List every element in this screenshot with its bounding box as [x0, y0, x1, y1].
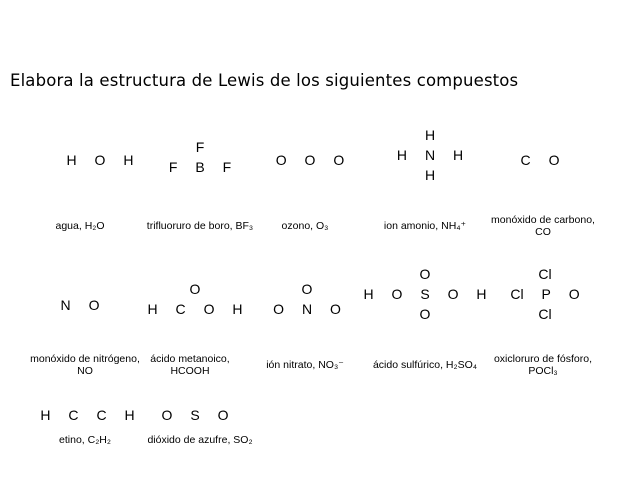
atom-symbol: O [419, 266, 431, 282]
atom-symbol: O [304, 152, 316, 168]
atom-symbol: F [222, 159, 232, 175]
atom-symbol: C [175, 301, 186, 317]
atom-row [380, 145, 480, 165]
atom-row [380, 125, 480, 145]
compound-formula: HCOOH [170, 365, 210, 377]
atom-symbol: Cl [538, 266, 552, 282]
compound-formula: O₃ [316, 220, 329, 232]
compound-name: etino [59, 434, 82, 446]
compound-caption-3: ozono, O₃ [281, 220, 329, 232]
lewis-atoms-10 [495, 264, 595, 324]
atom-symbol: O [275, 152, 287, 168]
atom-symbol: N [60, 297, 71, 313]
atom-symbol: O [447, 286, 459, 302]
atom-symbol: O [329, 301, 341, 317]
compound-caption-7 [130, 353, 250, 377]
atom-symbol: O [568, 286, 580, 302]
compound-name: trifluoruro de boro [146, 220, 230, 232]
compound-caption-1: agua, H₂O [55, 220, 105, 232]
lewis-atoms-11 [35, 405, 140, 425]
compound-caption-11: etino, C₂H₂ [59, 434, 111, 446]
atom-symbol: S [420, 286, 430, 302]
compound-caption-2: trifluoruro de boro, BF₃ [146, 220, 254, 232]
atom-row [360, 284, 490, 304]
atom-row [140, 279, 250, 299]
atom-symbol: O [333, 152, 345, 168]
compound-formula: POCl₃ [528, 365, 558, 377]
atom-symbol: P [541, 286, 551, 302]
compound-caption-12: dióxido de azufre, SO₂ [147, 434, 253, 446]
atom-row [140, 299, 250, 319]
atom-symbol: B [195, 159, 205, 175]
compound-name: ion amonio [383, 220, 436, 232]
atom-row [495, 284, 595, 304]
atom-symbol: H [476, 286, 487, 302]
atom-symbol: O [88, 297, 100, 313]
lewis-atoms-8 [262, 279, 352, 319]
compound-caption-5 [483, 214, 603, 238]
atom-symbol: H [363, 286, 374, 302]
lewis-atoms-9 [360, 264, 490, 324]
atom-symbol: O [419, 306, 431, 322]
atom-symbol: C [68, 407, 79, 423]
compound-caption-8: ión nitrato, NO₃⁻ [266, 359, 344, 371]
atom-symbol: H [396, 147, 408, 163]
compound-formula: NH₄⁺ [441, 220, 467, 232]
atom-symbol: O [189, 281, 201, 297]
atom-symbol: O [94, 152, 106, 168]
atom-symbol: H [123, 152, 134, 168]
atom-row [60, 150, 140, 170]
atom-row [35, 405, 140, 425]
atom-symbol: S [190, 407, 200, 423]
compound-name: ión nitrato [266, 359, 313, 371]
atom-symbol: N [424, 147, 436, 163]
atom-symbol: N [301, 301, 313, 317]
compound-name: oxicloruro de fósforo, [493, 353, 593, 365]
compound-name: dióxido de azufre [147, 434, 228, 446]
atom-row [150, 157, 250, 177]
atom-row [360, 304, 490, 324]
atom-symbol: Cl [538, 306, 552, 322]
lewis-atoms-6 [40, 295, 120, 315]
compound-formula: BF₃ [235, 220, 254, 232]
lewis-atoms-3 [270, 150, 350, 170]
atom-symbol: O [217, 407, 229, 423]
compound-formula: H₂SO₄ [445, 359, 478, 371]
atom-symbol: O [161, 407, 173, 423]
lewis-atoms-4 [380, 125, 480, 185]
atom-row [270, 150, 350, 170]
atom-symbol: F [195, 139, 205, 155]
lewis-atoms-1 [60, 150, 140, 170]
lewis-atoms-7 [140, 279, 250, 319]
compound-caption-9: ácido sulfúrico, H₂SO₄ [372, 359, 478, 371]
atom-row [150, 137, 250, 157]
atom-row [495, 264, 595, 284]
compound-name: ácido metanoico, [150, 353, 230, 365]
atom-symbol: O [548, 152, 560, 168]
compound-formula: NO₃⁻ [318, 359, 344, 371]
compound-formula: NO [77, 365, 93, 377]
atom-row [262, 279, 352, 299]
atom-symbol: H [66, 152, 77, 168]
compound-formula: SO₂ [233, 434, 253, 446]
atom-symbol: O [203, 301, 215, 317]
compound-caption-10 [483, 353, 603, 377]
atom-symbol: O [301, 281, 313, 297]
atom-symbol: H [124, 407, 135, 423]
lewis-atoms-2 [150, 137, 250, 177]
compound-name: ozono [281, 220, 311, 232]
atom-row [360, 264, 490, 284]
atom-row [150, 405, 240, 425]
heading: Elabora la estructura de Lewis de los siguientes compuestos [10, 71, 519, 90]
lewis-atoms-5 [500, 150, 580, 170]
compound-caption-4: ion amonio, NH₄⁺ [383, 220, 467, 232]
atom-symbol: C [520, 152, 531, 168]
compound-name: ácido sulfúrico [372, 359, 441, 371]
atom-symbol: C [96, 407, 107, 423]
atom-row [495, 304, 595, 324]
compound-name: agua [55, 220, 79, 232]
compound-formula: C₂H₂ [87, 434, 111, 446]
atom-symbol: H [147, 301, 158, 317]
compound-name: monóxido de carbono, [491, 214, 595, 226]
lewis-atoms-12 [150, 405, 240, 425]
atom-row [262, 299, 352, 319]
atom-row [40, 295, 120, 315]
atom-symbol: H [40, 407, 51, 423]
atom-symbol: O [273, 301, 285, 317]
compound-name: monóxido de nitrógeno, [30, 353, 140, 365]
compound-formula: CO [535, 226, 551, 238]
compound-caption-6 [25, 353, 145, 377]
atom-symbol: F [168, 159, 178, 175]
atom-symbol: H [232, 301, 243, 317]
atom-row [380, 165, 480, 185]
compound-formula: H₂O [84, 220, 105, 232]
atom-symbol: H [424, 167, 436, 183]
atom-row [500, 150, 580, 170]
atom-symbol: H [424, 127, 436, 143]
atom-symbol: Cl [510, 286, 524, 302]
atom-symbol: O [391, 286, 403, 302]
atom-symbol: H [452, 147, 464, 163]
